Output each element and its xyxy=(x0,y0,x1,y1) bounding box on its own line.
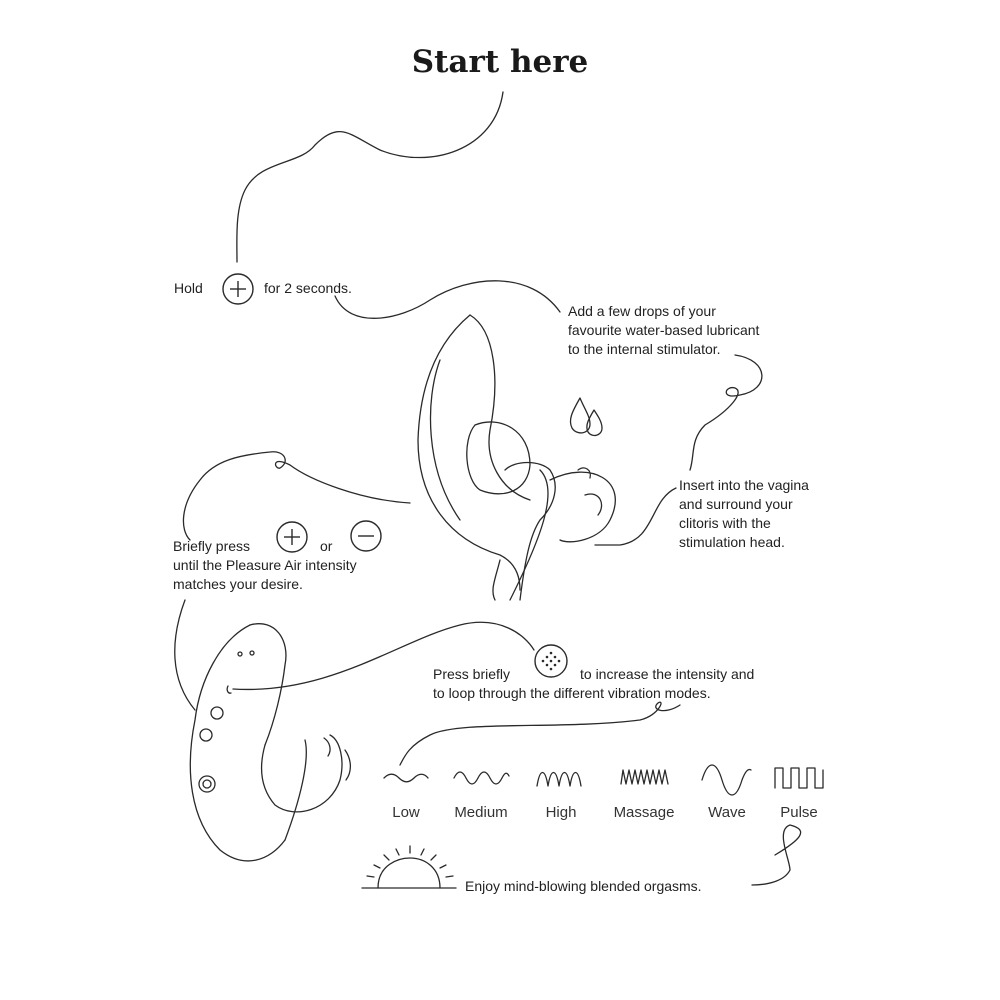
vibration-text-before: Press briefly xyxy=(433,666,511,682)
plus-circle-icon xyxy=(221,272,255,306)
mode-label-high: High xyxy=(545,804,577,821)
vibration-text-line2: to loop through the different vibration modes. xyxy=(433,685,711,701)
device-handheld-drawing xyxy=(190,624,350,861)
water-drops-icon xyxy=(570,398,602,435)
minus-circle-icon xyxy=(349,519,383,553)
insert-line: stimulation head. xyxy=(679,534,785,550)
mode-label-pulse: Pulse xyxy=(780,804,818,821)
mode-label-wave: Wave xyxy=(708,804,746,821)
lubricant-line: favourite water-based lubricant xyxy=(568,322,760,338)
adjust-instruction xyxy=(173,556,357,594)
connector-modes-enjoy xyxy=(752,825,801,885)
connector-adjust-device xyxy=(175,600,195,710)
adjust-line: until the Pleasure Air intensity xyxy=(173,557,357,573)
adjust-line: matches your desire. xyxy=(173,576,303,592)
insert-instruction xyxy=(679,476,809,552)
insert-line: Insert into the vagina xyxy=(679,477,809,493)
mode-label-massage: Massage xyxy=(613,804,675,821)
page-title: Start here xyxy=(411,44,589,80)
mode-wave-low xyxy=(384,774,428,782)
lubricant-line: Add a few drops of your xyxy=(568,303,716,319)
mode-wave-wave xyxy=(702,765,751,795)
insert-line: and surround your xyxy=(679,496,793,512)
connector-title-hold xyxy=(237,92,503,262)
lubricant-line: to the internal stimulator. xyxy=(568,341,721,357)
vibration-dots-icon xyxy=(533,643,569,679)
sunrise-icon xyxy=(362,846,456,888)
connector-lube-insert xyxy=(690,355,762,470)
hold-text-before: Hold xyxy=(174,280,203,296)
mode-label-medium: Medium xyxy=(454,804,508,821)
mode-wave-pulse xyxy=(775,768,823,788)
adjust-text-before: Briefly press xyxy=(173,538,251,554)
hold-text-after: for 2 seconds. xyxy=(264,280,352,296)
vibration-text-after: to increase the intensity and xyxy=(580,666,755,682)
insert-line: clitoris with the xyxy=(679,515,771,531)
connector-insert-device xyxy=(595,488,676,545)
adjust-or-text: or xyxy=(320,538,333,554)
mode-wave-high xyxy=(537,773,581,787)
mode-wave-massage xyxy=(621,770,668,784)
lubricant-instruction xyxy=(568,302,759,359)
plus-circle-icon xyxy=(275,520,309,554)
connector-hold-lube xyxy=(335,281,560,319)
mode-wave-medium xyxy=(454,772,509,784)
enjoy-text: Enjoy mind-blowing blended orgasms. xyxy=(465,878,702,894)
connector-vibration-modes xyxy=(400,702,680,765)
mode-label-low: Low xyxy=(392,804,420,821)
